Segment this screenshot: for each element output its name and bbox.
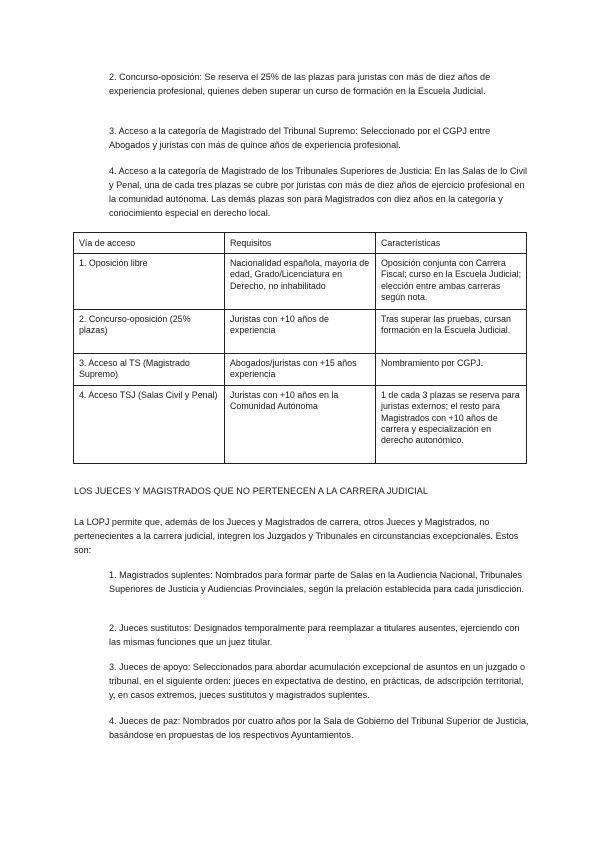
table-cell: Tras superar las pruebas, cursan formación en la Escuela Judicial. [376,310,527,354]
table-header-cell: Vía de acceso [74,233,225,254]
intro-item-tribunal-supremo: 3. Acceso a la categoría de Magistrado del Tribunal Supremo: Seleccionado por el CGPJ entre Abogados y juristas con más de quince años de experiencia profesional. [109,126,491,150]
section-item-jueces-paz: 4. Jueces de paz: Nombrados por cuatro años por la Sala de Gobierno del Tribunal Superior de Justicia, basándose en propuestas de los respectivos Ayuntamientos. [109,716,529,740]
table-row [74,310,527,354]
table-cell: Juristas con +10 años de experiencia [225,310,376,354]
section-heading: LOS JUECES Y MAGISTRADOS QUE NO PERTENECEN A LA CARRERA JUDICIAL [74,486,429,496]
table-cell: Nacionalidad española, mayoría de edad, Grado/Licenciatura en Derecho, no inhabilitado [225,254,376,310]
table-row [74,254,527,310]
section-item-jueces-sustitutos: 2. Jueces sustitutos: Designados temporalmente para reemplazar a titulares ausentes, ejerciendo con las mismas funciones que un juez titular. [109,623,520,647]
table-header-row [74,233,527,254]
table-header-cell: Requisitos [225,233,376,254]
table-cell: 1 de cada 3 plazas se reserva para juristas externos; el resto para Magistrados con +10 años de carrera y especialización en derecho autonómico. [376,386,527,464]
table-cell: Juristas con +10 años en la Comunidad Autónoma [225,386,376,464]
section-item-magistrados-suplentes: 1. Magistrados suplentes: Nombrados para formar parte de Salas en la Audiencia Nacional, Tribunales Superiores de Justicia y Audiencias Provinciales, según la prelación establecida para cada jurisdicción. [109,570,525,594]
table-cell: Abogados/juristas con +15 años experiencia [225,354,376,386]
access-table [73,232,527,464]
table-cell: 1. Oposición libre [74,254,225,310]
table-cell: 2. Concurso-oposición (25% plazas) [74,310,225,354]
table-cell: 3. Acceso al TS (Magistrado Supremo) [74,354,225,386]
table-header-cell: Características [376,233,527,254]
table-cell: 4. Acceso TSJ (Salas Civil y Penal) [74,386,225,464]
table-row [74,354,527,386]
table-cell: Nombramiento por CGPJ. [376,354,527,386]
section-item-jueces-apoyo: 3. Jueces de apoyo: Seleccionados para abordar acumulación excepcional de asuntos en un juzgado o tribunal, en el siguiente orden: jueces en expectativa de destino, en prácticas, de adscripción territorial, y, en casos extremos, jueces sustitutos y magistrados suplentes. [109,662,526,700]
intro-item-concurso-oposicion: 2. Concurso-oposición: Se reserva el 25% de las plazas para juristas con más de diez años de experiencia profesional, quienes deben superar un curso de formación en la Escuela Judicial. [109,72,491,96]
table-row [74,386,527,464]
section-intro: La LOPJ permite que, además de los Jueces y Magistrados de carrera, otros Jueces y Magistrados, no pertenecientes a la carrera judicial, integren los Juzgados y Tribunales en circunstancias excepcionales. Estos son: [74,517,519,555]
table-cell: Oposición conjunta con Carrera Fiscal; curso en la Escuela Judicial; elección entre ambas carreras según nota. [376,254,527,310]
intro-item-tribunales-superiores: 4. Acceso a la categoría de Magistrado de los Tribunales Superiores de Justicia: En las Salas de lo Civil y Penal, una de cada tres plazas se cubre por juristas con más de diez años de ejercicio profesional en la comunidad autónoma. Las demás plazas son para Magistrados con diez años en la categoría y conocimiento especial en derecho local. [109,166,528,218]
